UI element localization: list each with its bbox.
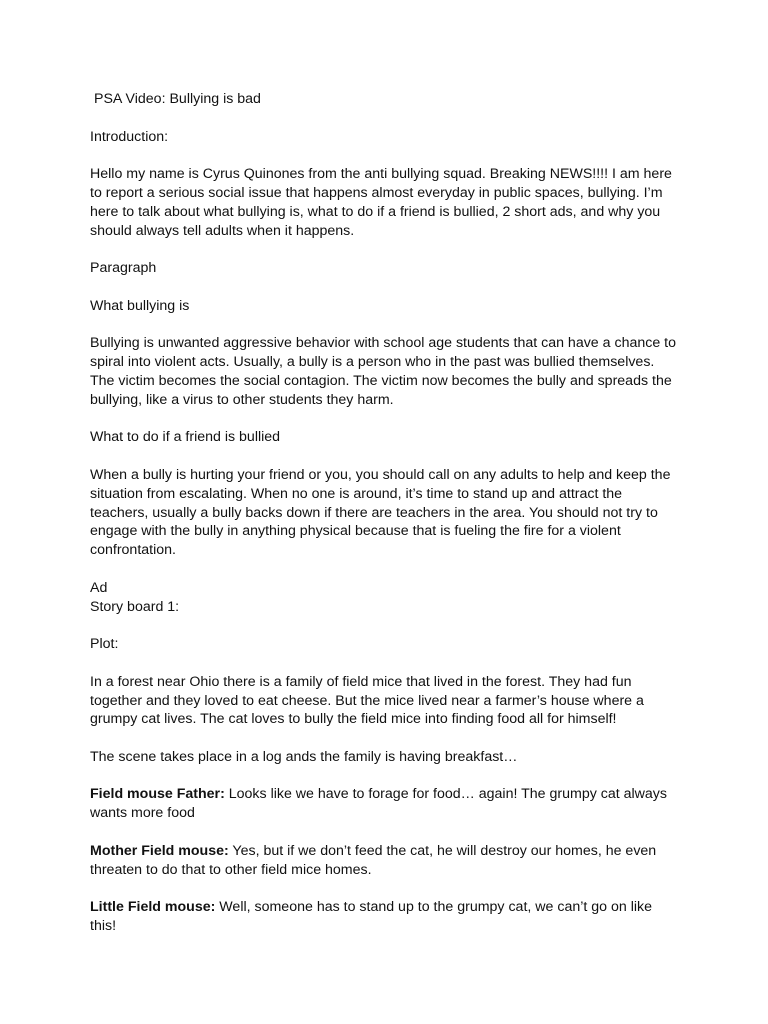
document-page (90, 90, 680, 955)
ad-label: Ad (90, 579, 108, 596)
storyboard-label: Story board 1: (90, 598, 180, 615)
dialogue-line (90, 842, 680, 880)
dialogue-speaker: Mother Field mouse: (90, 842, 229, 859)
dialogue-line (90, 898, 680, 936)
dialogue-speaker: Little Field mouse: (90, 899, 216, 916)
plot-paragraph: In a forest near Ohio there is a family of field mice that lived in the forest. They had fun together and they loved to eat cheese. But the mice lived near a farmer’s house where a grumpy cat lives. The cat loves to bully the field mice into finding food all for himself! (90, 673, 644, 728)
plot-label: Plot: (90, 636, 119, 653)
intro-paragraph: Hello my name is Cyrus Quinones from the anti bullying squad. Breaking NEWS!!!! I am here to report a serious social issue that happens almost everyday in public spaces, bullying. I’m here to talk about what bullying is, what to do if a friend is bullied, 2 short ads, and why you should always tell adults when it happens. (90, 166, 672, 239)
intro-heading: Introduction: (90, 128, 169, 145)
section-paragraph-what-bullying-is: Bullying is unwanted aggressive behavior with school age students that can have a chance to spiral into violent acts. Usually, a bully is a person who in the past was bullied themselves. The victim becomes the social contagion. The victim now becomes the bully and spreads the bullying, like a virus to other students they harm. (90, 335, 676, 408)
document-title: PSA Video: Bullying is bad (94, 91, 261, 107)
dialogue-line (90, 785, 680, 823)
dialogue-speaker: Field mouse Father: (90, 786, 225, 803)
section-paragraph-friend-bullied: When a bully is hurting your friend or you, you should call on any adults to help and keep the situation from escalating. When no one is around, it’s time to stand up and attract the teachers, usually a bully backs down if there are teachers in the area. You should not try to engage with the bully in anything physical because that is fueling the fire for a violent confrontation. (90, 466, 671, 559)
scene-paragraph: The scene takes place in a log ands the family is having breakfast… (90, 748, 518, 765)
dialogue-text: Well, someone has to stand up to the grumpy cat, we can’t go on like this! (90, 899, 652, 935)
section-heading-friend-bullied: What to do if a friend is bullied (90, 429, 281, 446)
dialogue-text: Looks like we have to forage for food… again! The grumpy cat always wants more food (90, 786, 667, 822)
dialogue-text: Yes, but if we don’t feed the cat, he will destroy our homes, he even threaten to do that to other field mice homes. (90, 842, 657, 878)
paragraph-label: Paragraph (90, 260, 157, 277)
section-heading-what-bullying-is: What bullying is (90, 297, 190, 314)
